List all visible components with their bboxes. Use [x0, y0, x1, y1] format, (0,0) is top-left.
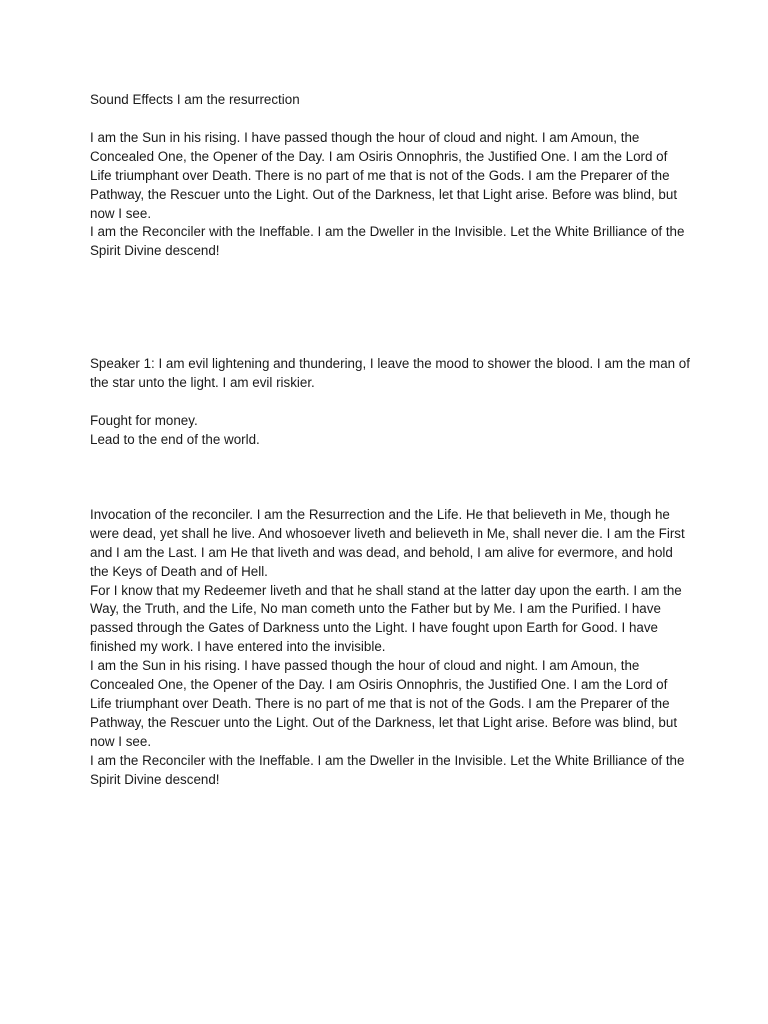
- spacer: [90, 450, 690, 506]
- section3-paragraph-4: I am the Reconciler with the Ineffable. I am the Dweller in the Invisible. Let the White Brilliance of the Spirit Divine descend!: [90, 752, 689, 787]
- section1-paragraph-1: I am the Sun in his rising. I have passed though the hour of cloud and night. I am Amoun, the Concealed One, the Opener of the Day. I am Osiris Onnophris, the Justified One. I am the Lord of Life triumphant over Death. There is no part of me that is not of the Gods. I am the Preparer of the Pathway, the Rescuer unto the Light. Out of the Darkness, let that Light arise. Before was blind, but now I see.: [90, 129, 681, 221]
- spacer: [90, 336, 690, 355]
- section3-paragraph-1: Invocation of the reconciler. I am the Resurrection and the Life. He that believeth in Me, though he were dead, yet shall he live. And whosoever liveth and believeth in Me, shall never die. I am the First and I am the Last. I am He that liveth and was dead, and behold, I am alive for evermore, and hold the Keys of Death and of Hell.: [90, 506, 689, 579]
- section3-paragraph-2: For I know that my Redeemer liveth and that he shall stand at the latter day upon the earth. I am the Way, the Truth, and the Life, No man cometh unto the Father but by Me. I am the Purified. I have passed through the Gates of Darkness unto the Light. I have fought upon Earth for Good. I have finished my work. I have entered into the invisible.: [90, 582, 686, 655]
- speaker-line: Speaker 1: I am evil lightening and thundering, I leave the mood to shower the blood. I am the man of the star unto the light. I am evil riskier.: [90, 356, 694, 391]
- spacer: [90, 110, 690, 129]
- section3-paragraph-3: I am the Sun in his rising. I have passed though the hour of cloud and night. I am Amoun, the Concealed One, the Opener of the Day. I am Osiris Onnophris, the Justified One. I am the Lord of Life triumphant over Death. There is no part of me that is not of the Gods. I am the Preparer of the Pathway, the Rescuer unto the Light. Out of the Darkness, let that Light arise. Before was blind, but now I see.: [90, 658, 681, 749]
- spacer: [90, 261, 690, 336]
- section1-paragraph-2: I am the Reconciler with the Ineffable. I am the Dweller in the Invisible. Let the White Brilliance of the Spirit Divine descend!: [90, 224, 689, 259]
- section2-line-1: Fought for money.: [90, 413, 198, 429]
- document-title: Sound Effects I am the resurrection: [90, 92, 300, 107]
- document-page: [90, 91, 694, 789]
- spacer: [90, 393, 690, 412]
- section2-line-2: Lead to the end of the world.: [90, 431, 260, 447]
